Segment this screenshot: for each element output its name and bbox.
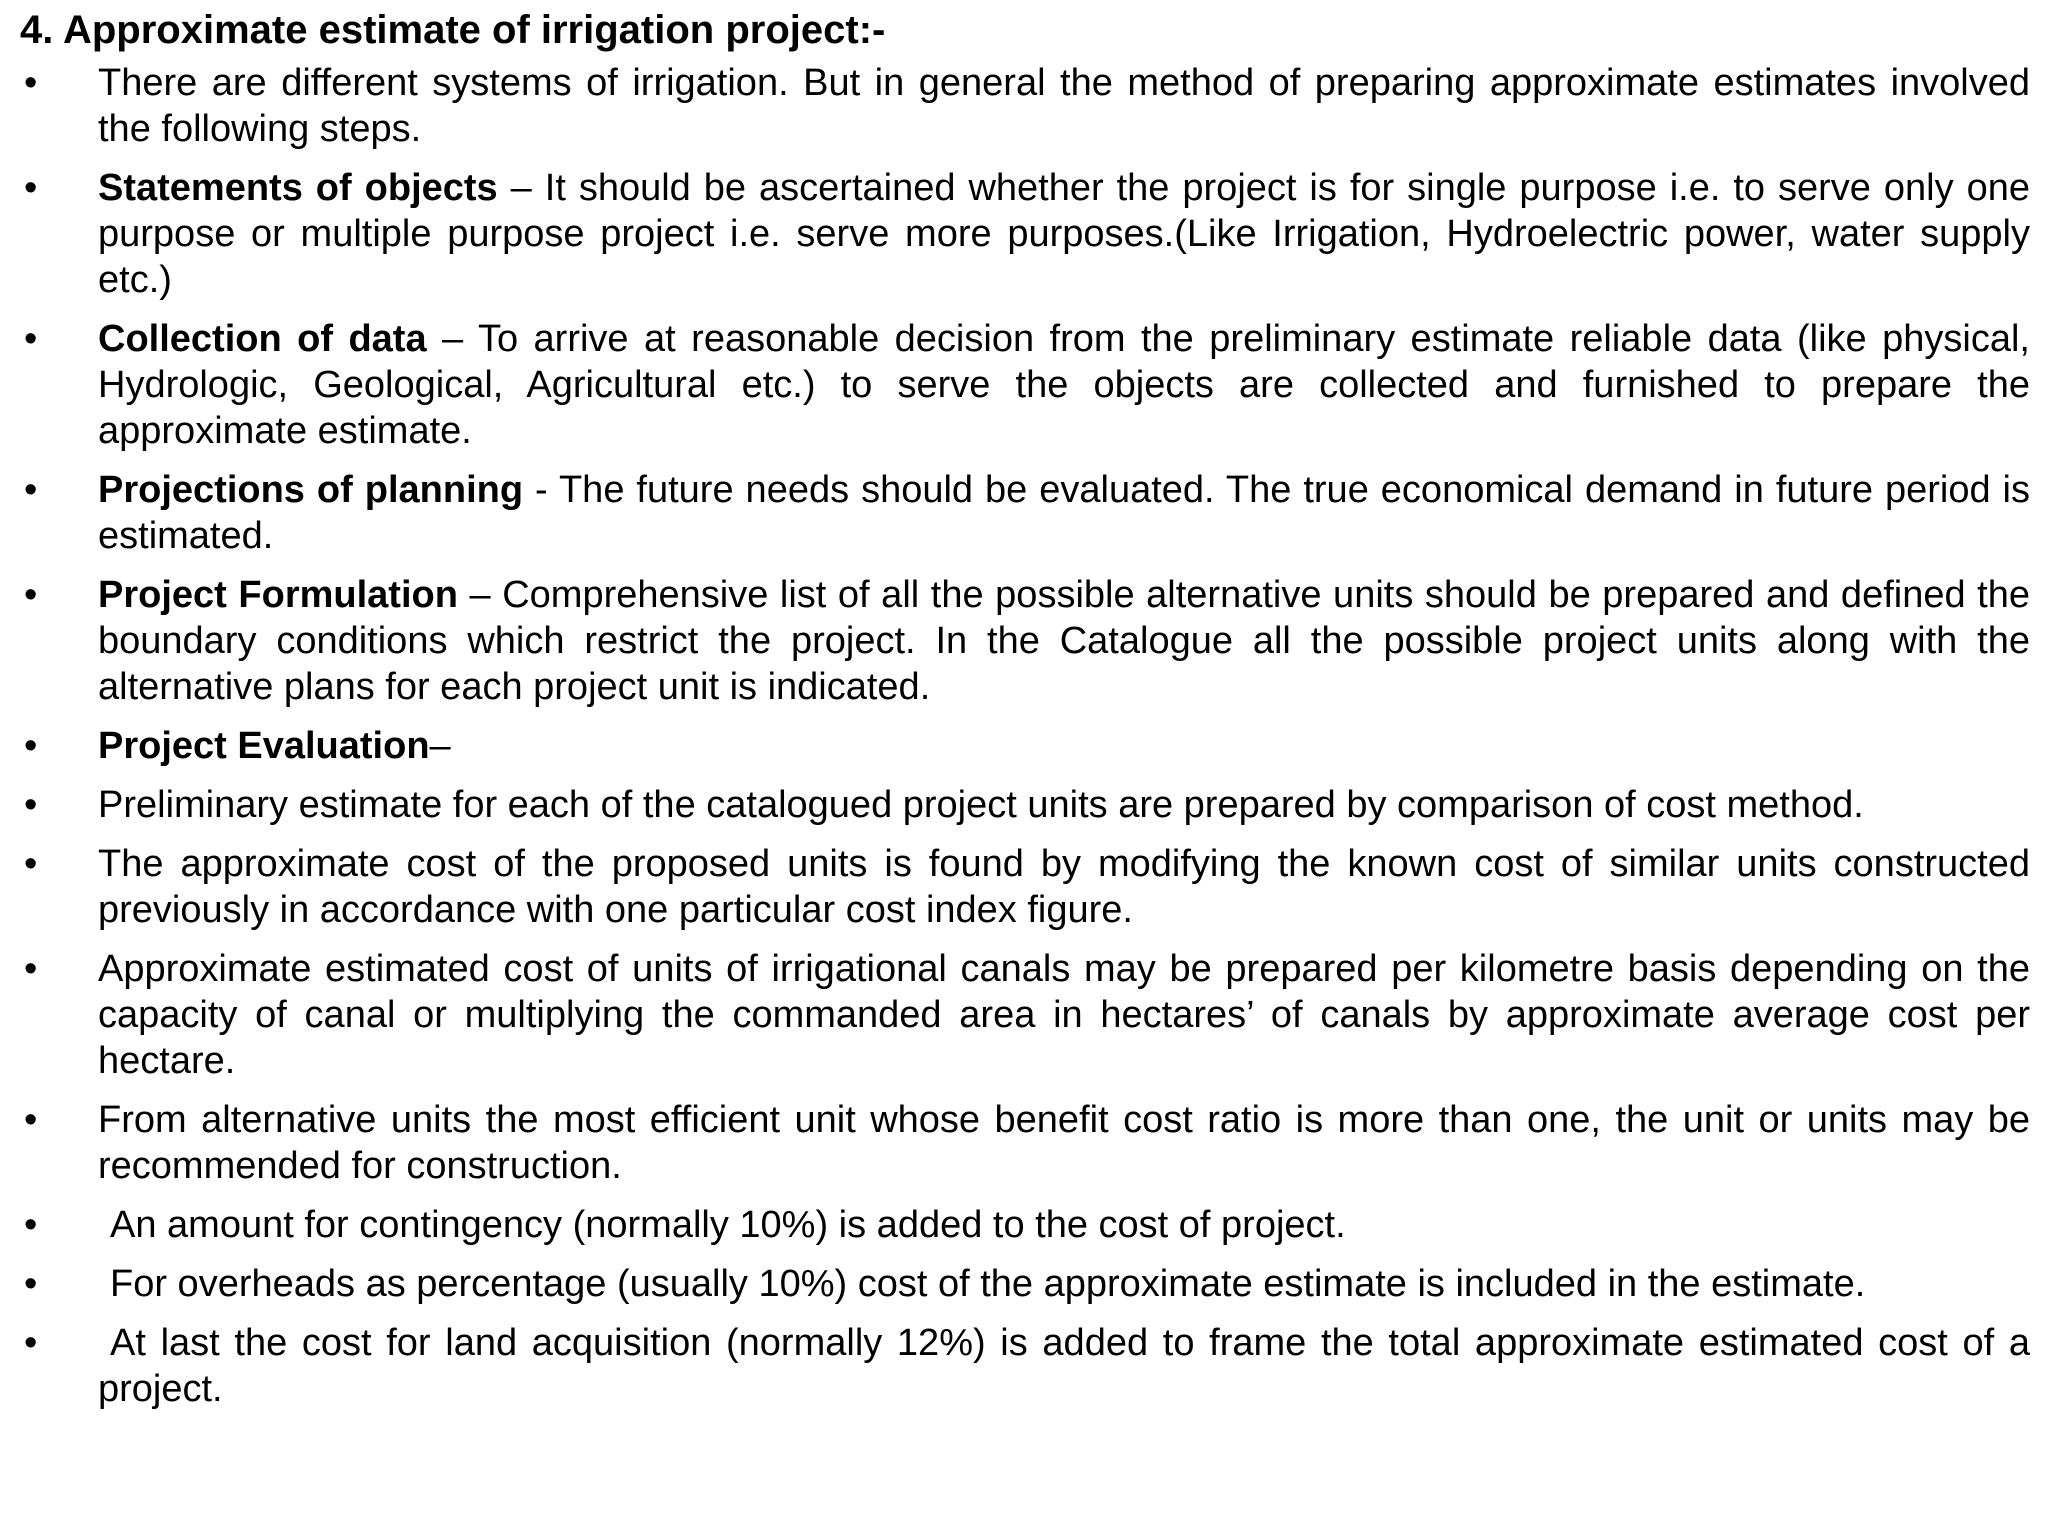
bullet-dot-icon: • [24, 574, 38, 616]
bullet-text [98, 167, 2030, 301]
bullet-text [98, 725, 451, 767]
bullet-body: - The future needs should be evaluated. The true economical demand in future period is estimated. [98, 469, 2031, 557]
bullet-text [98, 574, 2030, 708]
bullet-item [20, 60, 2030, 152]
bullet-item [20, 1320, 2030, 1412]
bullet-heading: Projections of planning [98, 469, 524, 511]
bullet-heading: Statements of objects [98, 167, 498, 209]
bullet-dot-icon: • [24, 1099, 38, 1141]
bullet-heading: Collection of data [98, 318, 427, 360]
bullet-text [98, 62, 2030, 150]
bullet-dot-icon: • [24, 725, 38, 767]
bullet-body: – Comprehensive list of all the possible alternative units should be prepared and defined the boundary conditions which restrict the project. In the Catalogue all the possible project units along with the alternative plans for each project unit is indicated. [98, 574, 2030, 708]
bullet-item [20, 782, 2030, 828]
bullet-body: From alternative units the most efficient unit whose benefit cost ratio is more than one, the unit or units may be recommended for construction. [98, 1099, 2030, 1187]
bullet-body: Approximate estimated cost of units of irrigational canals may be prepared per kilometre basis depending on the capacity of canal or multiplying the commanded area in hectares’ of canals by approximate average cost per hectare. [98, 948, 2030, 1082]
bullet-body: There are different systems of irrigation. But in general the method of preparing approximate estimates involved the following steps. [98, 62, 2030, 150]
bullet-dot-icon: • [24, 167, 38, 209]
bullet-body: – It should be ascertained whether the project is for single purpose i.e. to serve only one purpose or multiple purpose project i.e. serve more purposes.(Like Irrigation, Hydroelectric power, water supply etc.) [98, 167, 2030, 301]
bullet-item [20, 1261, 2030, 1307]
bullet-body: The approximate cost of the proposed units is found by modifying the known cost of similar units constructed previously in accordance with one particular cost index figure. [98, 843, 2030, 931]
bullet-item [20, 723, 2030, 769]
bullet-item [20, 165, 2030, 303]
bullet-dot-icon: • [24, 784, 38, 826]
bullet-text [98, 784, 1864, 826]
bullet-item [20, 1202, 2030, 1248]
bullet-dot-icon: • [24, 948, 38, 990]
bullet-dot-icon: • [24, 1263, 38, 1305]
bullet-body: For overheads as percentage (usually 10%) cost of the approximate estimate is included in the estimate. [110, 1263, 1866, 1305]
bullet-item [20, 467, 2030, 559]
bullet-text [98, 843, 2030, 931]
bullet-item [20, 572, 2030, 710]
bullet-dot-icon: • [24, 1322, 38, 1364]
bullet-body: – To arrive at reasonable decision from the preliminary estimate reliable data (like physical, Hydrologic, Geological, Agricultural etc.) to serve the objects are collected and furnished to prepare the approximate estimate. [98, 318, 2030, 452]
bullet-text [98, 318, 2030, 452]
slide-content [20, 6, 2030, 1425]
bullet-dot-icon: • [24, 1204, 38, 1246]
bullet-text [98, 1099, 2030, 1187]
bullet-body: Preliminary estimate for each of the catalogued project units are prepared by comparison of cost method. [98, 784, 1864, 826]
bullet-heading: Project Formulation [98, 574, 458, 616]
slide-title: 4. Approximate estimate of irrigation project:- [20, 8, 886, 52]
bullet-dot-icon: • [24, 62, 38, 104]
bullet-body: – [429, 725, 451, 767]
bullet-text [98, 1322, 2030, 1410]
bullet-text [98, 1263, 1865, 1305]
bullet-heading: Project Evaluation [98, 725, 430, 767]
bullet-body: At last the cost for land acquisition (normally 12%) is added to frame the total approximate estimated cost of a project. [98, 1322, 2030, 1410]
bullet-list [20, 60, 2030, 1412]
bullet-text [98, 948, 2030, 1082]
bullet-text [98, 1204, 1346, 1246]
bullet-item [20, 1097, 2030, 1189]
bullet-item [20, 841, 2030, 933]
bullet-dot-icon: • [24, 843, 38, 885]
bullet-item [20, 316, 2030, 454]
bullet-item [20, 946, 2030, 1084]
bullet-dot-icon: • [24, 469, 38, 511]
bullet-text [98, 469, 2030, 557]
bullet-dot-icon: • [24, 318, 38, 360]
bullet-body: An amount for contingency (normally 10%) is added to the cost of project. [110, 1204, 1346, 1246]
